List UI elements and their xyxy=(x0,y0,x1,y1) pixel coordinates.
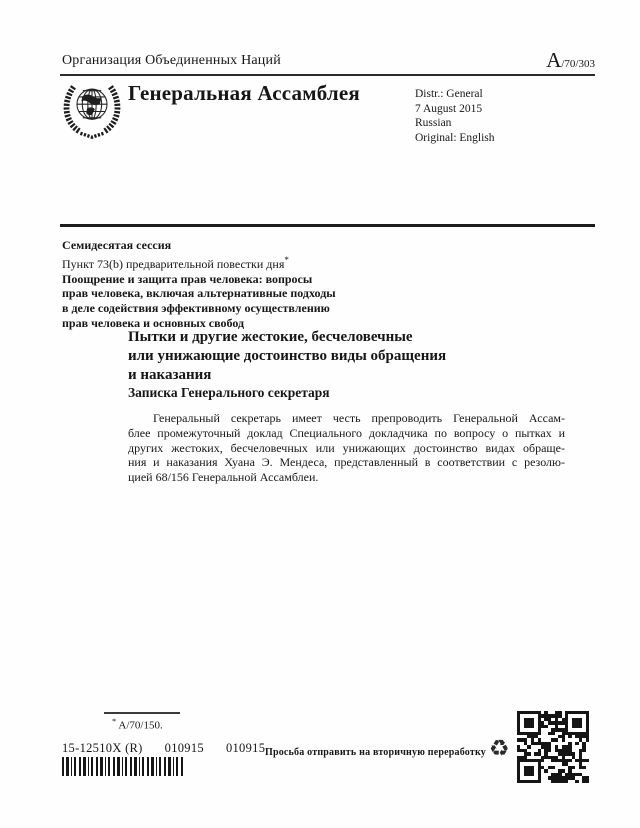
recycle-icon: ♻ xyxy=(489,736,510,762)
masthead-divider xyxy=(60,224,595,227)
agenda-subject-line: прав человека, включая альтернативные подходы xyxy=(62,286,336,301)
body-line: цией 68/156 Генеральной Ассамблеи. xyxy=(128,470,319,485)
document-symbol xyxy=(546,48,595,73)
note-subtitle: Записка Генерального секретаря xyxy=(128,385,330,400)
language-line: Russian xyxy=(415,117,452,129)
assembly-title: Генеральная Ассамблея xyxy=(128,81,360,105)
organization-name: Организация Объединенных Наций xyxy=(62,53,281,68)
agenda-subject-line: Поощрение и защита прав человека: вопросы xyxy=(62,271,313,286)
body-line: Генеральный секретарь имеет честь препроводить Генеральной Ассам- xyxy=(153,411,565,425)
agenda-item-line xyxy=(62,253,336,272)
body-line: других жестоких, бесчеловечных или унижающих достоинство видах обраще- xyxy=(128,440,565,455)
agenda-footnote-marker: * xyxy=(284,254,289,265)
footnote-text: A/70/150. xyxy=(118,719,163,732)
report-title xyxy=(128,328,446,385)
date-code: 010915 xyxy=(225,741,266,755)
barcode xyxy=(62,757,184,776)
report-title-line: и наказания xyxy=(128,367,212,383)
agenda-subject-line: в деле содействия эффективному осуществлению xyxy=(62,301,330,316)
date-line: 7 August 2015 xyxy=(415,102,483,115)
qr-code xyxy=(517,711,589,783)
recycle-text: Просьба отправить на вторичную переработку xyxy=(264,747,486,758)
un-emblem-icon xyxy=(61,79,123,143)
body-line: блее промежуточный доклад Специального докладчика по вопросу о пытках и xyxy=(128,425,565,440)
distr-line: Distr.: General xyxy=(415,88,483,100)
agenda-item-text: Пункт 73(b) предварительной повестки дня xyxy=(62,256,285,271)
body-paragraph xyxy=(128,411,565,485)
report-title-line: Пытки и другие жестокие, бесчеловечные xyxy=(128,329,413,345)
header-divider xyxy=(60,74,595,76)
job-number: 15-12510X (R) xyxy=(62,741,143,755)
agenda-subject-line: прав человека и основных свобод xyxy=(62,315,245,330)
distribution-block xyxy=(415,87,495,145)
date-code: 010915 xyxy=(164,741,204,755)
session-block xyxy=(62,238,336,331)
original-language-line: Original: English xyxy=(415,131,495,144)
footnote xyxy=(112,716,163,732)
document-symbol-prefix: A xyxy=(546,48,562,72)
body-line: ния и наказания Хуана Э. Мендеса, представленный в соответствии с резолю- xyxy=(128,455,565,470)
document-symbol-suffix: /70/303 xyxy=(561,58,595,70)
footnote-marker: * xyxy=(112,716,117,726)
session-title: Семидесятая сессия xyxy=(62,238,172,252)
footnote-divider xyxy=(104,712,180,714)
report-title-line: или унижающие достоинство виды обращения xyxy=(128,348,447,364)
